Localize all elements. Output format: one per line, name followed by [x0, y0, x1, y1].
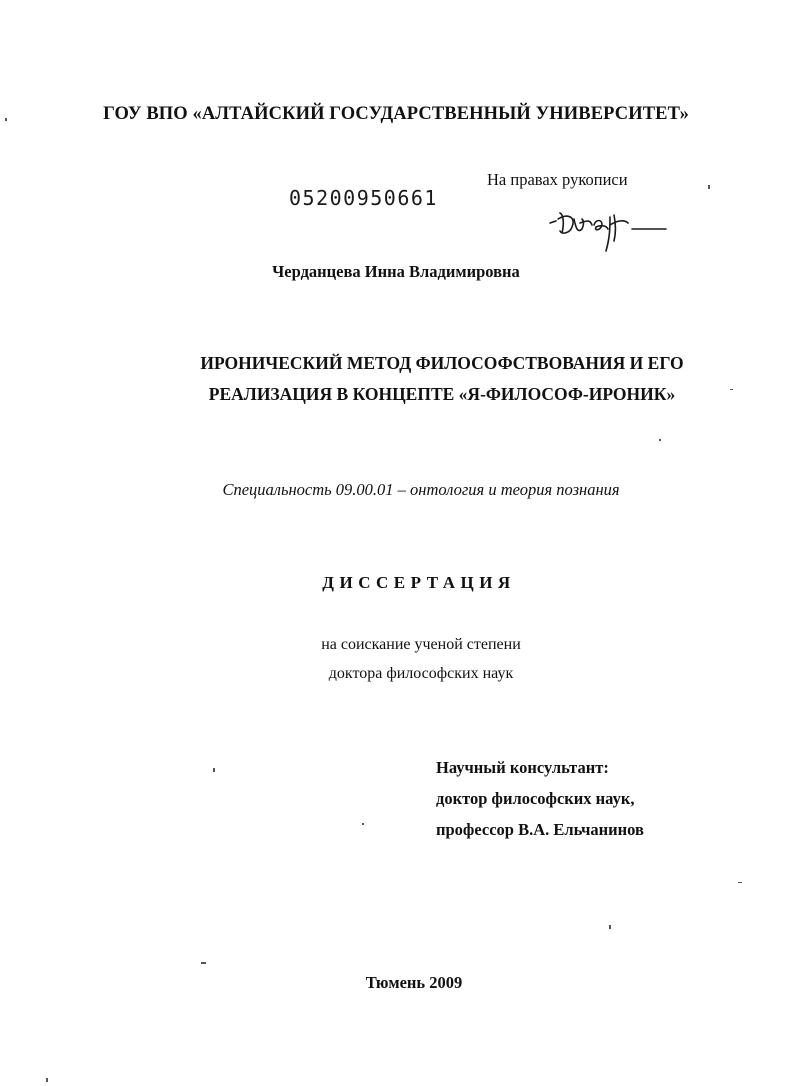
- scan-speck: [708, 185, 710, 189]
- catalog-number: 05200950661: [289, 186, 438, 210]
- scan-speck: [5, 118, 7, 121]
- scan-speck: [46, 1078, 48, 1082]
- degree-line-1: на соискание ученой степени: [321, 636, 521, 653]
- scan-speck: [362, 823, 364, 825]
- specialty-line: Специальность 09.00.01 – онтология и теория познания: [222, 480, 620, 499]
- manuscript-rights-note: На правах рукописи: [487, 170, 628, 189]
- consultant-label: Научный консультант:: [436, 758, 609, 777]
- degree-line-2: доктора философских наук: [328, 665, 514, 682]
- consultant-degree: доктор философских наук,: [436, 789, 635, 808]
- dissertation-title-line-2: РЕАЛИЗАЦИЯ В КОНЦЕПТЕ «Я-ФИЛОСОФ-ИРОНИК»: [208, 384, 676, 404]
- scan-speck: [730, 389, 733, 390]
- handwritten-signature: [544, 203, 674, 255]
- scan-speck: [609, 925, 611, 929]
- place-and-year: Тюмень 2009: [365, 973, 463, 992]
- scan-speck: [213, 768, 215, 772]
- scan-speck: [659, 439, 661, 441]
- document-type-heading: ДИССЕРТАЦИЯ: [322, 573, 516, 592]
- consultant-name: профессор В.А. Ельчанинов: [436, 820, 644, 839]
- scan-speck: [201, 962, 206, 964]
- scan-speck: [738, 882, 742, 883]
- university-name: ГОУ ВПО «АЛТАЙСКИЙ ГОСУДАРСТВЕННЫЙ УНИВЕРСИТЕТ»: [103, 104, 689, 124]
- author-name: Черданцева Инна Владимировна: [272, 262, 520, 281]
- dissertation-title-line-1: ИРОНИЧЕСКИЙ МЕТОД ФИЛОСОФСТВОВАНИЯ И ЕГО: [200, 353, 684, 373]
